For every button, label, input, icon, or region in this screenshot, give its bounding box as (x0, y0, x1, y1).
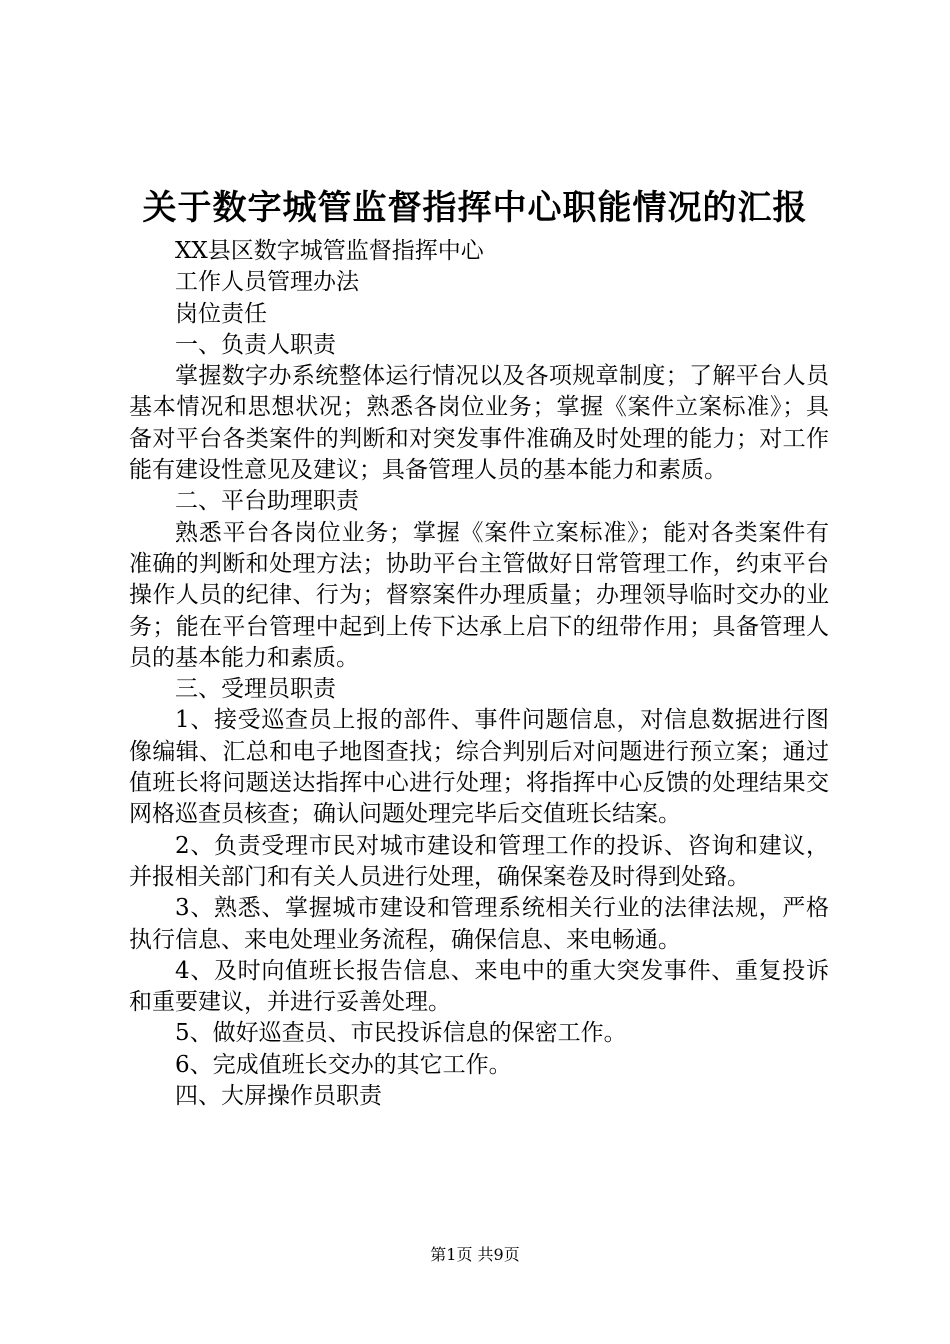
body-paragraph: 2、负责受理市民对城市建设和管理工作的投诉、咨询和建议，并报相关部门和有关人员进行处理，确保案卷及时得到处臵。 (129, 832, 829, 890)
document-title: 关于数字城管监督指挥中心职能情况的汇报 (142, 188, 808, 228)
org-name-line: XX县区数字城管监督指挥中心 (175, 238, 484, 264)
section-heading: 三、受理员职责 (175, 676, 336, 703)
document-body (129, 236, 829, 1112)
body-paragraph: 1、接受巡查员上报的部件、事件问题信息，对信息数据进行图像编辑、汇总和电子地图查找；综合判别后对问题进行预立案；通过值班长将问题送达指挥中心进行处理；将指挥中心反馈的处理结果交网格巡查员核查；确认问题处理完毕后交值班长结案。 (129, 707, 829, 828)
body-paragraph: 熟悉平台各岗位业务；掌握《案件立案标准》；能对各类案件有准确的判断和处理方法；协助平台主管做好日常管理工作，约束平台操作人员的纪律、行为；督察案件办理质量；办理领导临时交办的业务；能在平台管理中起到上传下达承上启下的纽带作用；具备管理人员的基本能力和素质。 (129, 519, 829, 671)
section-heading: 四、大屏操作员职责 (175, 1083, 382, 1110)
section-heading: 一、负责人职责 (175, 331, 336, 358)
body-paragraph: 5、做好巡查员、市民投诉信息的保密工作。 (175, 1020, 627, 1047)
page-number-footer: 第1页 共9页 (430, 1245, 520, 1264)
section-heading: 二、平台助理职责 (175, 488, 359, 515)
body-paragraph: 掌握数字办系统整体运行情况以及各项规章制度；了解平台人员基本情况和思想状况；熟悉各岗位业务；掌握《案件立案标准》；具备对平台各类案件的判断和对突发事件准确及时处理的能力；对工作能有建设性意见及建议；具备管理人员的基本能力和素质。 (129, 363, 829, 484)
section-heading: 岗位责任 (175, 300, 267, 327)
body-paragraph: 6、完成值班长交办的其它工作。 (175, 1051, 512, 1078)
body-paragraph: 3、熟悉、掌握城市建设和管理系统相关行业的法律法规，严格执行信息、来电处理业务流程，确保信息、来电畅通。 (129, 895, 829, 953)
body-paragraph: 4、及时向值班长报告信息、来电中的重大突发事件、重复投诉和重要建议，并进行妥善处理。 (129, 957, 829, 1016)
subtitle-line: 工作人员管理办法 (175, 269, 359, 296)
